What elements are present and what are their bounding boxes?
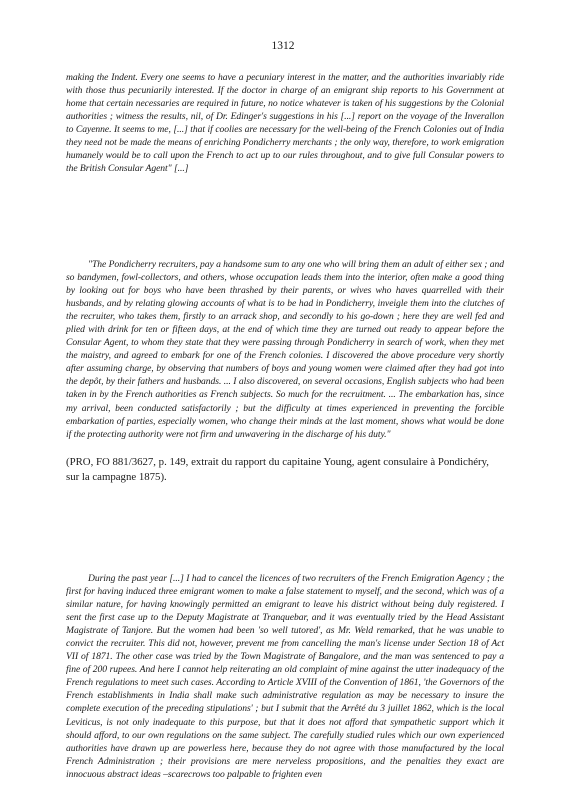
citation-source: (PRO, FO 881/3627, p. 149, extrait du rapport du capitaine Young, agent consulaire à Pondichéry, sur la campagne 1875). [66, 456, 490, 483]
paragraph-continuation: making the Indent. Every one seems to have a pecuniary interest in the matter, and the authorities invariably ride with those thus pecuniarily interested. If the doctor in charge of an emigrant ship reports to his Government at home that certain necessaries are required in future, no notice whatever is taken of his suggestions by the Colonial authorities ; witness the results, nil, of Dr. Edinger's suggestions in his [...] report on the voyage of the Inverallon to Cayenne. It seems to me, [...] that if coolies are necessary for the well-being of the French Colonies out of India they need not be made the means of enriching Pondicherry merchants ; the only way, therefore, to work emigration humanely would be to call upon the French to act up to our rules throughout, and to give full Consular powers to the British Consular Agent" [...] [66, 72, 504, 175]
paragraph-licences: During the past year [...] I had to cancel the licences of two recruiters of the French Emigration Agency ; the first for having induced three emigrant women to make a false statement to myself, and the second, which was of a similar nature, for having knowingly permitted an emigrant to leave his district without being duly registered. I sent the first case up to the Deputy Magistrate at Tranquebar, and it was eventually tried by the Head Assistant Magistrate of Tanjore. But the women had been 'so well tutored', as Mr. Weld remarked, that he was unable to convict the recruiter. This did not, however, prevent me from cancelling the man's license under Section 18 of Act VII of 1871. The other case was tried by the Town Magistrate of Bangalore, and the man was sentenced to pay a fine of 200 rupees. And here I cannot help reiterating an old complaint of mine against the utter inadequacy of the French regulations to meet such cases. According to Article XVIII of the Convention of 1861, 'the Governors of the French establishments in India shall make such administrative regulation as may be necessary to insure the complete execution of the preceding stipulations' ; but I submit that the Arrêté du 3 juillet 1862, which is the local Leviticus, is not only inadequate to this purpose, but that it does not afford that sympathetic support which it should afford, to our own regulations on the same subject. The carefully studied rules which our own experienced authorities have drawn up are powerless here, because they do not agree with those manufactured by the local French Administration ; their provisions are mere nerveless propositions, and the penalties they exact are innocuous abstract ideas –scarecrows too palpable to frighten even [66, 573, 504, 780]
paragraph-quote-recruiters: "The Pondicherry recruiters, pay a handsome sum to any one who will bring them an adult of either sex ; and so bandymen, fowl-collectors, and others, whose occupation leads them into the interior, often make a good thing by looking out for boys who have been thrashed by their parents, or wives who haves quarrelled with their husbands, and by relating glowing accounts of what is to be had in Pondicherry, inveigle them into the clutches of the recruiter, who takes them, firstly to an arrack shop, and secondly to his go-down ; here they are well fed and plied with drink for ten or fifteen days, at the end of which time they are turned out ready to appear before the Consular Agent, to whom they state that they were passing through Pondicherry in search of work, when they met the maistry, and agreed to embark for one of the French colonies. I discovered the above procedure very shortly after assuming charge, by observing that numbers of boys and young women were claimed after they had got into the depôt, by their fathers and husbands. ... I also discovered, on several occasions, English subjects who had been taken in by the French authorities as French subjects. So much for the recruitment. ... The embarkation has, since my arrival, been conducted satisfactorily ; but the difficulty at times experienced in preventing the forcible embarkation of parties, especially women, who change their minds at the last moment, shows what would be done if the protecting authority were not firm and unwavering in the discharge of his duty." [66, 259, 504, 440]
page-number: 1312 [271, 40, 295, 52]
